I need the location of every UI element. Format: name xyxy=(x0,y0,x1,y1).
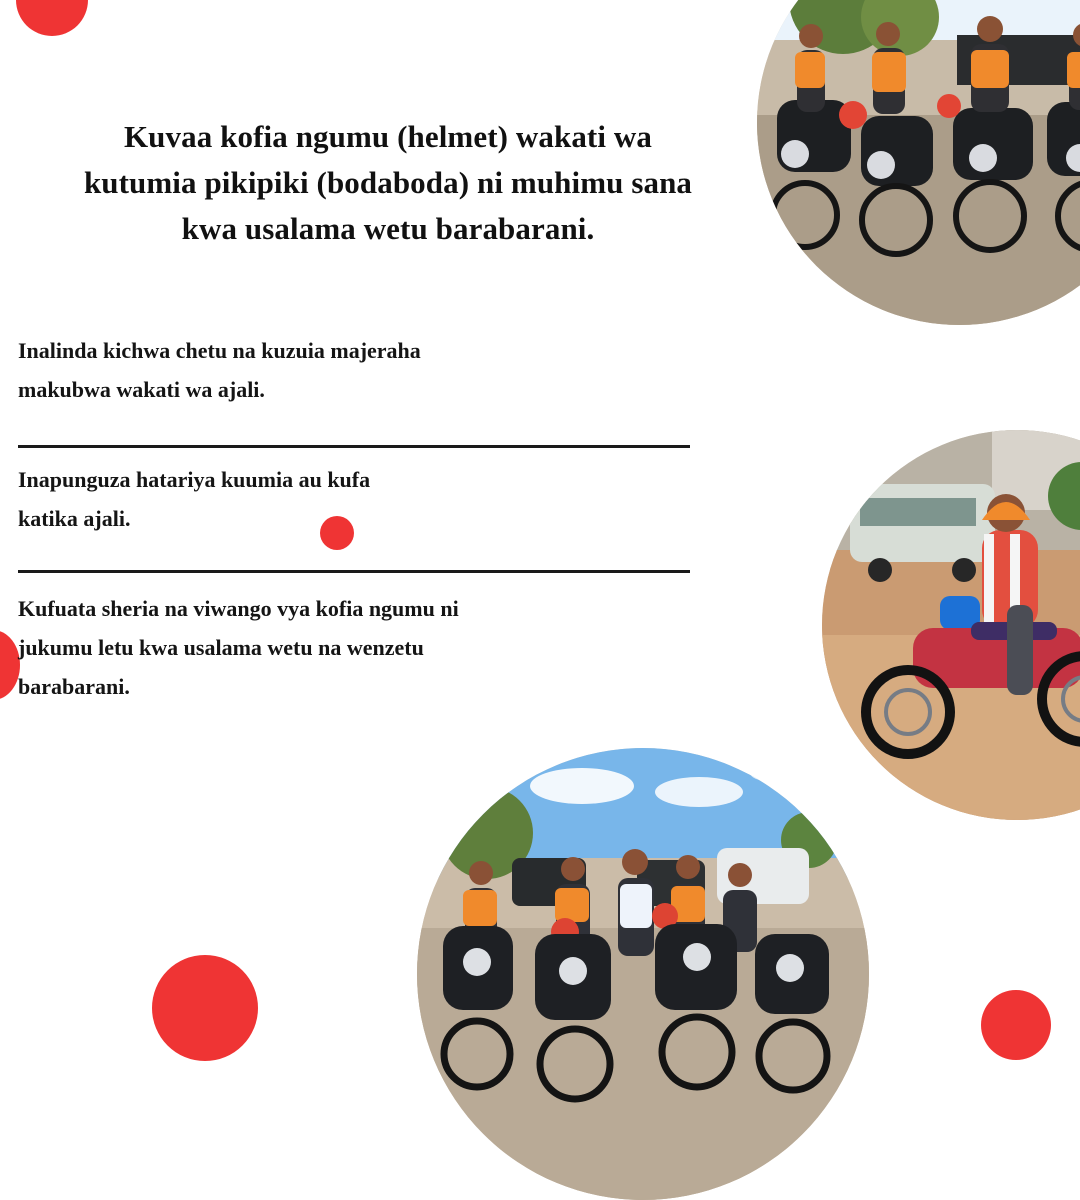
point-line: Inapunguza hatariya kuumia au kufa xyxy=(18,467,371,492)
section-divider xyxy=(18,570,690,573)
point-reduces-risk xyxy=(18,460,488,538)
decorative-red-dot xyxy=(981,990,1051,1060)
point-line: Inalinda kichwa chetu na kuzuia majeraha xyxy=(18,338,421,363)
rider-lineup-photo xyxy=(417,748,869,1200)
page-headline: Kuvaa kofia ngumu (helmet) wakati wa kutumia pikipiki (bodaboda) ni muhimu sana kwa usalama wetu barabarani. xyxy=(83,119,693,246)
decorative-red-dot xyxy=(152,955,258,1061)
motorcycle-group-photo-icon xyxy=(757,0,1080,325)
point-protects-head xyxy=(18,331,538,409)
point-line: Kufuata sheria na viwango vya kofia ngumu ni xyxy=(18,596,459,621)
single-rider-photo xyxy=(822,430,1080,820)
point-line: katika ajali. xyxy=(18,506,131,531)
point-follow-rules xyxy=(18,589,578,706)
section-divider xyxy=(18,445,690,448)
point-line: jukumu letu kwa usalama wetu na wenzetu xyxy=(18,635,424,660)
decorative-red-dot xyxy=(16,0,88,36)
point-line: barabarani. xyxy=(18,674,130,699)
decorative-red-dot xyxy=(0,630,20,700)
rider-lineup-photo-icon xyxy=(417,748,869,1200)
single-rider-photo-icon xyxy=(822,430,1080,820)
motorcycle-group-photo xyxy=(757,0,1080,325)
point-line: makubwa wakati wa ajali. xyxy=(18,377,265,402)
